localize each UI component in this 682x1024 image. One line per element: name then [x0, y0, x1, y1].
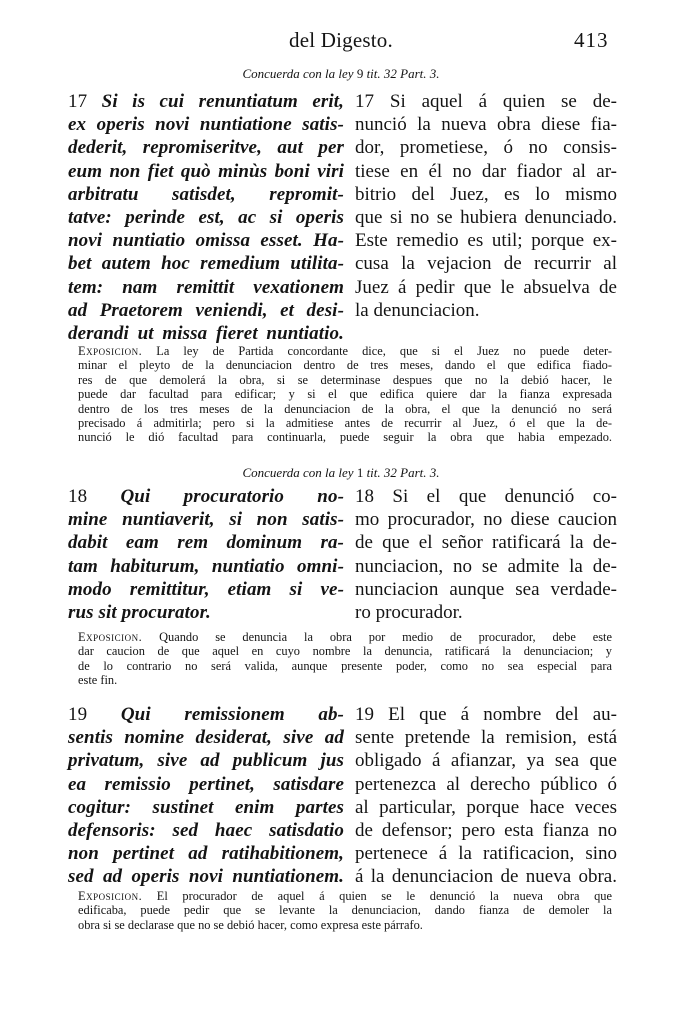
running-header: del Digesto.	[289, 28, 393, 52]
spanish-line: sente pretende la remision, está	[355, 727, 617, 749]
exposicion-line: de lo contrario no será valida, aunque presente poder, como no sea especial para	[78, 658, 612, 673]
spanish-line: que si no se hubiera denunciado.	[355, 207, 617, 229]
latin-line: mine nuntiaverit, si non satis-	[68, 509, 344, 531]
concordance-note: Concuerda con la ley 1 tit. 32 Part. 3.	[242, 465, 440, 480]
spanish-line: 17 Si aquel á quien se de-	[355, 91, 617, 112]
exposicion-line: Exposicion. El procurador de aquel á quien se le denunció la nueva obra que	[78, 889, 612, 903]
spanish-line: nunciacion aunque sea verdade-	[355, 578, 617, 600]
latin-column	[68, 485, 344, 624]
exposicion-line: edificaba, puede pedir que se levante la denunciacion, dando fianza de demoler la	[78, 903, 612, 918]
spanish-line: ro procurador.	[355, 602, 463, 624]
latin-column	[68, 703, 344, 889]
latin-line: tem: nam remittit vexationem	[68, 276, 344, 298]
exposicion-line: este fin.	[78, 673, 118, 688]
latin-line: dabit eam rem dominum ra-	[68, 532, 344, 554]
latin-line: dederit, repromiseritve, aut per	[68, 137, 344, 159]
page-number: 413	[574, 28, 609, 52]
spanish-line: de que el señor ratificará la de-	[355, 532, 617, 554]
latin-line: non pertinet ad ratihabitionem,	[68, 843, 344, 865]
concordance-note: Concuerda con la ley 9 tit. 32 Part. 3.	[242, 66, 440, 81]
latin-line: privatum, sive ad publicum jus	[68, 750, 344, 772]
exposicion-line: nunció le dió facultad para continuarla, puede seguir la obra que habia empezado.	[78, 430, 612, 445]
latin-line: cogitur: sustinet enim partes	[68, 796, 344, 818]
spanish-line: cusa la vejacion de recurrir al	[355, 253, 617, 275]
latin-line: eum non fiet quò minùs boni viri	[68, 160, 344, 182]
latin-line: rus sit procurator.	[68, 602, 211, 624]
spanish-line: Juez á pedir que le absuelva de	[355, 276, 617, 298]
spanish-line: pertenece á la ratificacion, sino	[355, 843, 617, 865]
spanish-line: 19 El que á nombre del au-	[355, 704, 617, 725]
exposicion-note	[78, 630, 612, 688]
spanish-line: al particular, porque hace veces	[355, 796, 617, 818]
latin-line: novi nuntiatio omissa esset. Ha-	[68, 230, 344, 252]
exposicion-line: puede dar facultad para edificar; y si el que edifica quiere dar la fianza expresada	[78, 387, 612, 402]
spanish-line: nunció la nueva obra diese fia-	[355, 114, 617, 136]
latin-line: sed ad operis novi nuntiationem.	[68, 866, 344, 888]
spanish-line: Este remedio es util; porque ex-	[355, 230, 617, 252]
exposicion-line: dar caucion de que aquel en cuyo nombre la denuncia, ratificará la denunciacion; y	[78, 644, 612, 659]
latin-line: derandi ut missa fieret nuntiatio.	[68, 323, 344, 345]
latin-line: modo remittitur, etiam si ve-	[68, 578, 344, 600]
exposicion-line: res de que demolerá la obra, si se determinase despues que no la debió hacer, le	[78, 372, 612, 387]
spanish-line: bitrio del Juez, es lo mismo	[355, 183, 617, 205]
spanish-column	[355, 485, 617, 624]
spanish-line: la denunciacion.	[355, 299, 480, 321]
latin-column	[68, 90, 344, 345]
exposicion-line: Exposicion. La ley de Partida concordante dice, que si el Juez no puede deter-	[78, 344, 612, 358]
exposicion-line: dentro de los tres meses de la denunciacion de la obra, el que la denunció no será	[78, 401, 612, 416]
spanish-column	[355, 90, 617, 322]
latin-line: tam habiturum, nuntiatio omni-	[68, 555, 344, 577]
spanish-line: de defensor; pero esta fianza no	[355, 820, 617, 842]
exposicion-line: Exposicion. Quando se denuncia la obra por medio de procurador, debe este	[78, 630, 612, 644]
spanish-line: 18 Si el que denunció co-	[355, 486, 617, 507]
spanish-line: tiese en él no dar fiador al ar-	[355, 160, 617, 182]
exposicion-line: minar el pleyto de la denunciacion dentro de tres meses, dando el que edifica fiado-	[78, 358, 612, 373]
latin-line: ex operis novi nuntiatione satis-	[68, 114, 344, 136]
spanish-column	[355, 703, 617, 889]
exposicion-line: obra si se declarase que no se debió hacer, como expresa este párrafo.	[78, 917, 423, 932]
latin-line: 17 Si is cui renuntiatum erit,	[68, 91, 344, 112]
latin-line: defensoris: sed haec satisdatio	[68, 820, 344, 842]
spanish-line: mo procurador, no diese caucion	[355, 509, 617, 531]
latin-line: sentis nomine desiderat, sive ad	[68, 727, 344, 749]
latin-line: ea remissio pertinet, satisdare	[68, 773, 344, 795]
exposicion-line: precisado á admitirla; pero si la admitiese antes de recurrir al Juez, ó el que la de-	[78, 416, 612, 431]
exposicion-note	[78, 889, 612, 932]
latin-line: tatve: perinde est, ac si operis	[68, 207, 344, 229]
exposicion-note	[78, 344, 612, 445]
spanish-line: obligado á afianzar, ya sea que	[355, 750, 617, 772]
latin-line: arbitratu satisdet, repromit-	[68, 183, 344, 205]
spanish-line: nunciacion, no se admite la de-	[355, 555, 617, 577]
spanish-line: á la denunciacion de nueva obra.	[355, 866, 617, 888]
spanish-line: dor, prometiese, ó no consis-	[355, 137, 617, 159]
latin-line: ad Praetorem veniendi, et desi-	[68, 299, 344, 321]
latin-line: bet autem hoc remedium utilita-	[68, 253, 344, 275]
spanish-line: pertenezca al derecho público ó	[355, 773, 617, 795]
latin-line: 18 Qui procuratorio no-	[68, 486, 344, 507]
latin-line: 19 Qui remissionem ab-	[68, 704, 344, 725]
